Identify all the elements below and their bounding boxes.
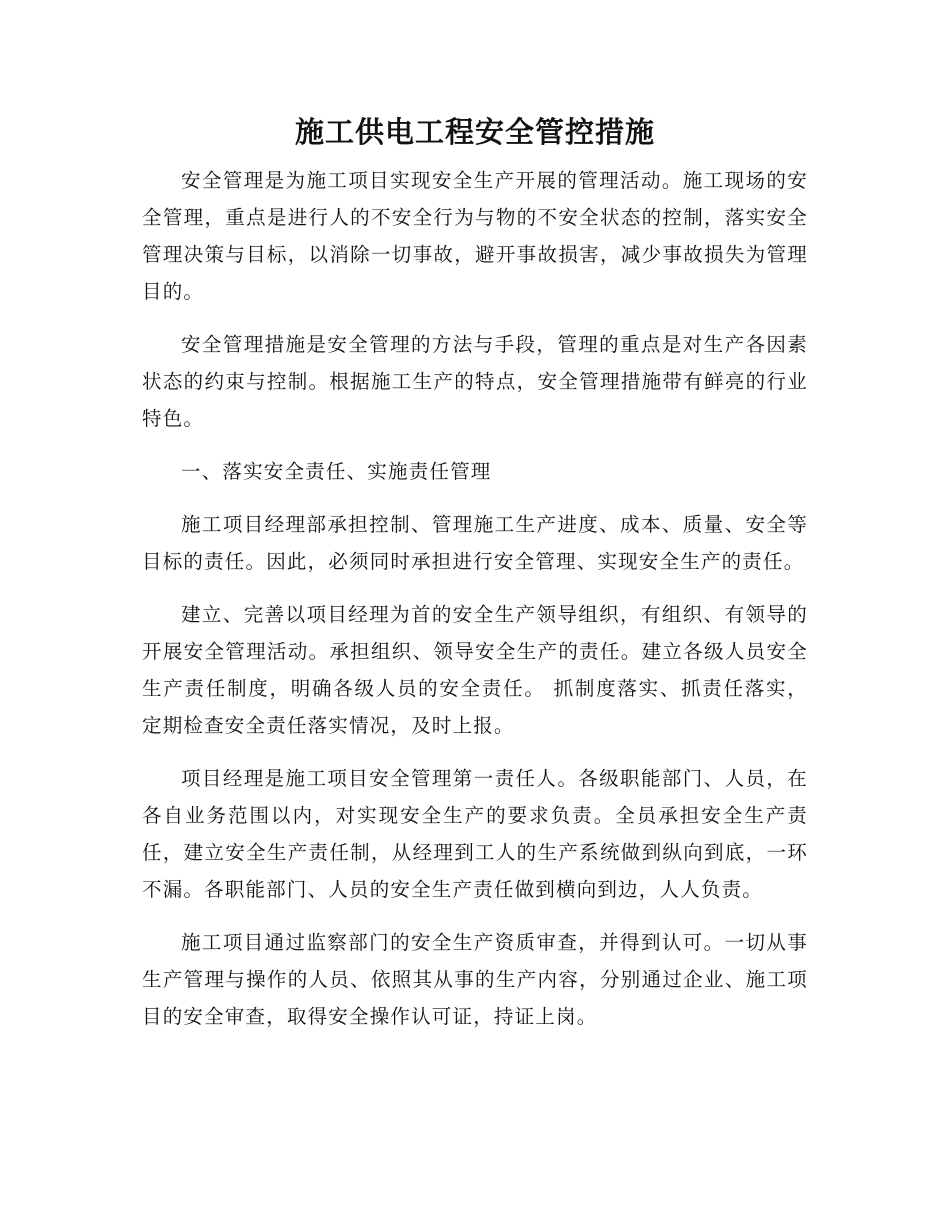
paragraph-measures: 安全管理措施是安全管理的方法与手段，管理的重点是对生产各因素状态的约束与控制。根据施工生产的特点，安全管理措施带有鲜亮的行业特色。 <box>142 333 808 430</box>
paragraph-project-department: 施工项目经理部承担控制、管理施工生产进度、成本、质量、安全等目标的责任。因此，必须同时承担进行安全管理、实现安全生产的责任。 <box>142 513 808 573</box>
paragraph-qualification-review: 施工项目通过监察部门的安全生产资质审查，并得到认可。一切从事生产管理与操作的人员、依照其从事的生产内容，分别通过企业、施工项目的安全审查，取得安全操作认可证，持证上岗。 <box>142 931 808 1028</box>
document-title: 施工供电工程安全管控措施 <box>294 115 655 149</box>
paragraph-intro: 安全管理是为施工项目实现安全生产开展的管理活动。施工现场的安全管理，重点是进行人的不安全行为与物的不安全状态的控制，落实安全管理决策与目标，以消除一切事故，避开事故损害，减少事故损失为管理目的。 <box>142 169 808 303</box>
paragraph-leadership-organization: 建立、完善以项目经理为首的安全生产领导组织，有组织、有领导的开展安全管理活动。承担组织、领导安全生产的责任。建立各级人员安全生产责任制度，明确各级人员的安全责任。 抓制度落实、抓责任落实，定期检查安全责任落实情况，及时上报。 <box>142 603 808 737</box>
document-body <box>142 162 808 1051</box>
paragraph-project-manager: 项目经理是施工项目安全管理第一责任人。各级职能部门、人员，在各自业务范围以内，对实现安全生产的要求负责。全员承担安全生产责任，建立安全生产责任制，从经理到工人的生产系统做到纵向到底，一环不漏。各职能部门、人员的安全生产责任做到横向到边，人人负责。 <box>142 767 808 901</box>
section-heading-1: 一、落实安全责任、实施责任管理 <box>181 460 492 483</box>
